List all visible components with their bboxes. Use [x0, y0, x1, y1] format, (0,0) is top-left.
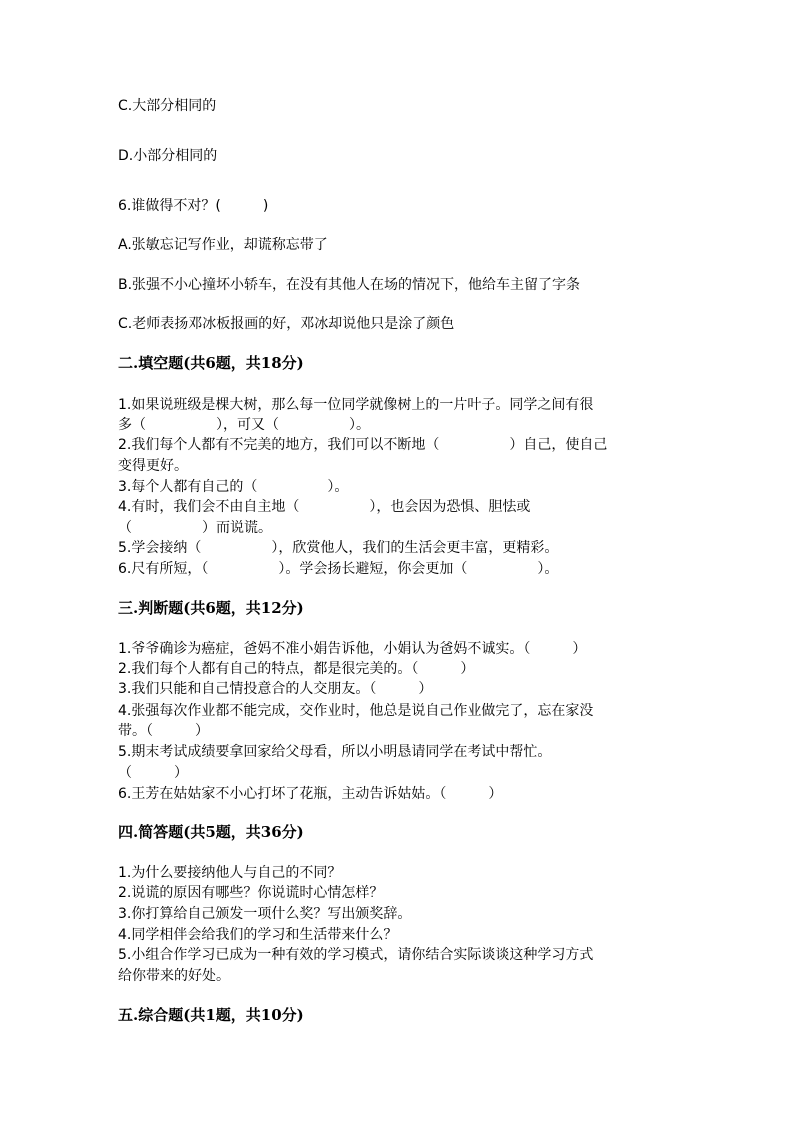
question-line: 2.我们每个人都有不完美的地方，我们可以不断地（ ）自己，使自己 — [118, 437, 608, 453]
section-heading-true-false: 三.判断题(共6题，共12分) — [118, 599, 304, 617]
question-line: 给你带来的好处。 — [118, 968, 230, 984]
question-line: 3.你打算给自己颁发一项什么奖？写出颁奖辞。 — [118, 906, 412, 922]
question-line: 1.爷爷确诊为癌症，爸妈不准小娟告诉他，小娟认为爸妈不诚实。（ ） — [118, 641, 587, 657]
option-c: C.大部分相同的 — [118, 98, 217, 114]
question-line: 多（ ），可又（ ）。 — [118, 417, 370, 433]
section-heading-short-answer: 四.简答题(共5题，共36分) — [118, 823, 304, 841]
question-line: 6.王芳在姑姑家不小心打坏了花瓶，主动告诉姑姑。（ ） — [118, 786, 503, 802]
question-line: （ ）而说谎。 — [118, 520, 272, 536]
question-line: 4.有时，我们会不由自主地（ ），也会因为恐惧、胆怯或 — [118, 499, 531, 515]
option-d: D.小部分相同的 — [118, 148, 218, 164]
question-line: 3.每个人都有自己的（ ）。 — [118, 479, 349, 495]
question-line: （ ） — [118, 765, 188, 781]
question-line: 2.我们每个人都有自己的特点，都是很完美的。（ ） — [118, 661, 475, 677]
question-line: 3.我们只能和自己情投意合的人交朋友。（ ） — [118, 681, 433, 697]
question-line: 1.如果说班级是棵大树，那么每一位同学就像树上的一片叶子。同学之间有很 — [118, 397, 594, 413]
option-c: C.老师表扬邓冰板报画的好，邓冰却说他只是涂了颜色 — [118, 316, 455, 332]
option-a: A.张敏忘记写作业，却谎称忘带了 — [118, 237, 328, 253]
section-heading-fill-blank: 二.填空题(共6题，共18分) — [118, 354, 304, 372]
question-line: 变得更好。 — [118, 458, 188, 474]
question-line: 6.尺有所短，（ ）。学会扬长避短，你会更加（ ）。 — [118, 561, 559, 577]
option-b: B.张强不小心撞坏小轿车，在没有其他人在场的情况下，他给车主留了字条 — [118, 277, 581, 293]
question-line: 5.期末考试成绩要拿回家给父母看，所以小明恳请同学在考试中帮忙。 — [118, 744, 552, 760]
question-stem: 6.谁做得不对？( ) — [118, 198, 269, 214]
question-line: 4.同学相伴会给我们的学习和生活带来什么？ — [118, 927, 398, 943]
question-line: 带。（ ） — [118, 723, 209, 739]
question-line: 4.张强每次作业都不能完成，交作业时，他总是说自己作业做完了，忘在家没 — [118, 703, 594, 719]
question-line: 5.学会接纳（ ），欣赏他人，我们的生活会更丰富，更精彩。 — [118, 540, 559, 556]
question-line: 1.为什么要接纳他人与自己的不同？ — [118, 865, 342, 881]
question-line: 5.小组合作学习已成为一种有效的学习模式，请你结合实际谈谈这种学习方式 — [118, 947, 594, 963]
question-line: 2.说谎的原因有哪些？你说谎时心情怎样？ — [118, 885, 384, 901]
section-heading-comprehensive: 五.综合题(共1题，共10分) — [118, 1006, 304, 1024]
